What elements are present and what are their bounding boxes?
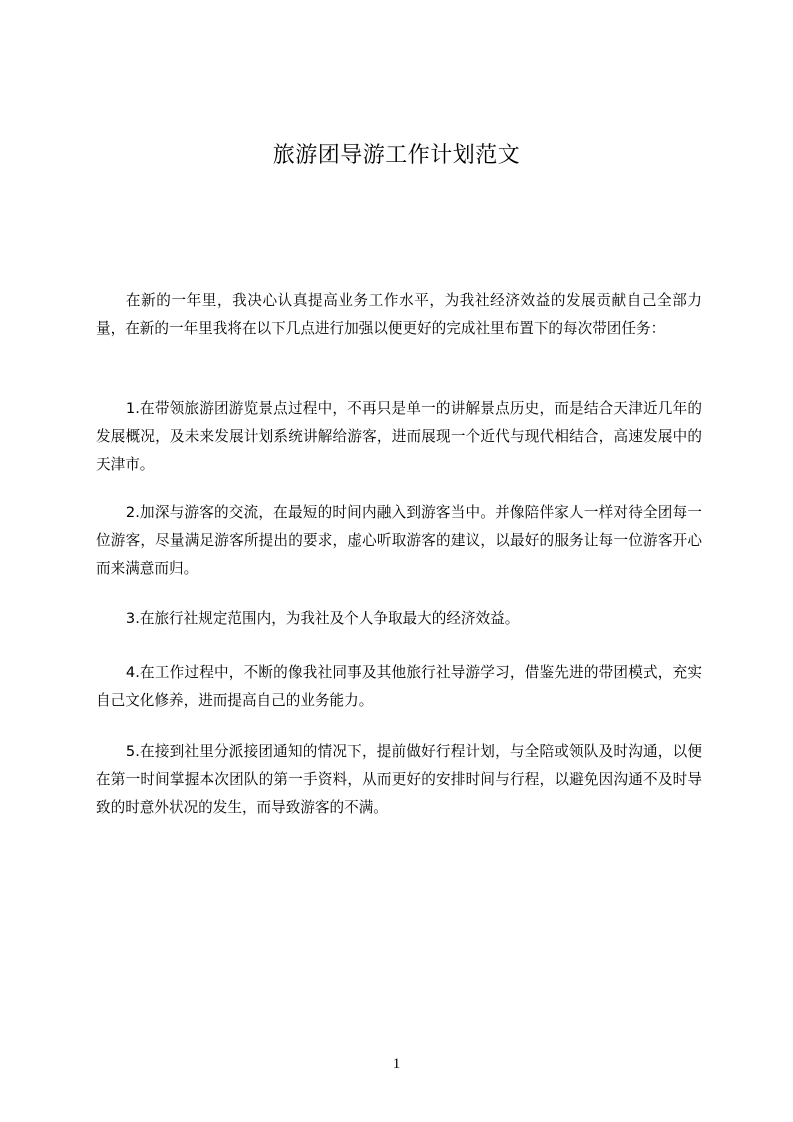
intro-paragraph: 在新的一年里，我决心认真提高业务工作水平，为我社经济效益的发展贡献自己全部力量，在新的一年里我将在以下几点进行加强以便更好的完成社里布置下的每次带团任务： [96, 292, 702, 337]
list-item-5: 5.在接到社里分派接团通知的情况下，提前做好行程计划，与全陪或领队及时沟通，以便在第一时间掌握本次团队的第一手资料，从而更好的安排时间与行程，以避免因沟通不及时导致的时意外状况的发生，而导致游客的不满。 [96, 743, 702, 816]
list-item-2: 2.加深与游客的交流，在最短的时间内融入到游客当中。并像陪伴家人一样对待全团每一位游客，尽量满足游客所提出的要求，虚心听取游客的建议，以最好的服务让每一位游客开心而来满意而归。 [96, 504, 702, 577]
page-number: 1 [392, 1056, 401, 1072]
document-title: 旅游团导游工作计划范文 [272, 143, 521, 168]
list-item-4: 4.在工作过程中，不断的像我社同事及其他旅行社导游学习，借鉴先进的带团模式，充实自己文化修养，进而提高自己的业务能力。 [96, 664, 702, 709]
list-item-1: 1.在带领旅游团游览景点过程中，不再只是单一的讲解景点历史，而是结合天津近几年的发展概况，及未来发展计划系统讲解给游客，进而展现一个近代与现代相结合，高速发展中的天津市。 [96, 400, 702, 473]
list-item-3: 3.在旅行社规定范围内，为我社及个人争取最大的经济效益。 [125, 610, 520, 627]
